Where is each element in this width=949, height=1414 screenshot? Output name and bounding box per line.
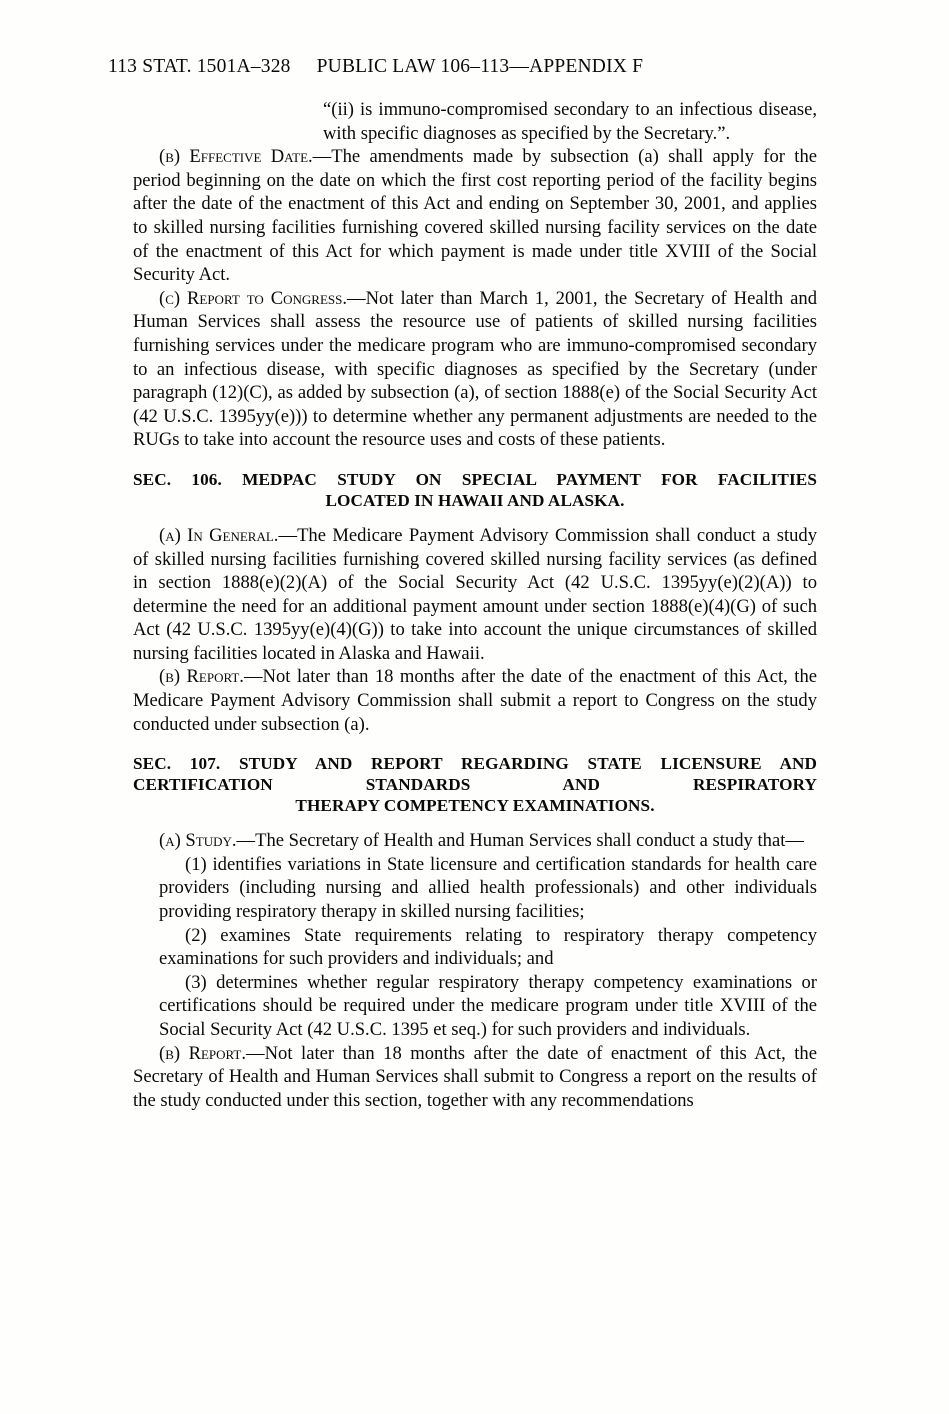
- section-107-heading: [133, 753, 817, 816]
- section-107-a-text: The Secretary of Health and Human Services shall conduct a study that—: [255, 830, 804, 852]
- section-106-b-label: (b) Report.—: [159, 666, 263, 688]
- section-107-b-label: (b) Report.—: [159, 1042, 265, 1064]
- paragraph-c-report-to-congress: [133, 287, 817, 452]
- section-107-heading-line-1: SEC. 107. STUDY AND REPORT REGARDING STATE LICENSURE AND: [133, 754, 817, 774]
- section-106-heading-line-1: SEC. 106. MEDPAC STUDY ON SPECIAL PAYMENT FOR FACILITIES: [133, 469, 817, 489]
- section-107-b-text: Not later than 18 months after the date of enactment of this Act, the Secretary of Health and Human Services shall submit to Congress a report on the results of the study conducted under this section, together with any recommendations: [133, 1042, 817, 1111]
- header-title: PUBLIC LAW 106–113—APPENDIX F: [316, 56, 644, 77]
- paragraph-b-label: (b) Effective Date.—: [159, 146, 332, 168]
- page-header: [108, 56, 848, 78]
- section-106-a-text: The Medicare Payment Advisory Commission shall conduct a study of skilled nursing facilities furnishing covered skilled nursing facility services (as defined in section 1888(e)(2)(A) of the Social Security Act (42 U.S.C. 1395yy(e)(2)(A)) to determine the need for an additional payment amount under section 1888(e)(4)(G) of such Act (42 U.S.C. 1395yy(e)(4)(G)) to take into account the unique circumstances of skilled nursing facilities located in Alaska and Hawaii.: [133, 524, 818, 664]
- section-107-subsection-a: [133, 829, 817, 853]
- section-107-item-2-text: (2) examines State requirements relating to respiratory therapy competency examinations for such providers and individuals; and: [159, 924, 817, 970]
- section-107-subsection-b: [133, 1042, 817, 1113]
- paragraph-b-text: The amendments made by subsection (a) shall apply for the period beginning on the date on which the first cost reporting period of the facility begins after the date of the enactment of this Act and ending on September 30, 2001, and applies to skilled nursing facilities furnishing covered skilled nursing facility services on the date of the enactment of this Act for which payment is made under title XVIII of the Social Security Act.: [133, 146, 817, 286]
- paragraph-b-effective-date: [133, 145, 817, 287]
- header-statute-citation: 113 STAT. 1501A–328: [108, 56, 291, 77]
- paragraph-c-label: (c) Report to Congress.—: [159, 287, 366, 309]
- section-107-item-1: [159, 853, 817, 924]
- section-107-item-1-text: (1) identifies variations in State licensure and certification standards for health care providers (including nursing and allied health professionals) and other individuals providing respiratory therapy in skilled nursing facilities;: [159, 853, 817, 923]
- quoted-clause-ii: “(ii) is immuno-compromised secondary to an infectious disease, with specific diagnoses as specified by the Secretary.”.: [323, 99, 817, 144]
- section-106-heading: [133, 469, 817, 511]
- section-106-subsection-b: [133, 665, 817, 736]
- document-body: [133, 98, 817, 1112]
- section-107-item-3-text: (3) determines whether regular respiratory therapy competency examinations or certifications should be required under the medicare program under title XVIII of the Social Security Act (42 U.S.C. 1395 et seq.) for such providers and individuals.: [159, 971, 817, 1040]
- section-107-item-2: [159, 924, 817, 971]
- section-106-subsection-a: [133, 524, 817, 666]
- paragraph-c-text: Not later than March 1, 2001, the Secretary of Health and Human Services shall assess the resource use of patients of skilled nursing facilities furnishing services under the medicare program who are immuno-compromised secondary to an infectious disease, with specific diagnoses as specified by the Secretary (under paragraph (12)(C), as added by subsection (a), of section 1888(e) of the Social Security Act (42 U.S.C. 1395yy(e))) to determine whether any permanent adjustments are needed to the RUGs to take into account the resource uses and costs of these patients.: [133, 287, 817, 451]
- section-107-heading-line-2: CERTIFICATION STANDARDS AND RESPIRATORY: [133, 775, 817, 795]
- section-107-a-label: (a) Study.—: [159, 830, 256, 852]
- section-106-a-label: (a) In General.—: [159, 524, 298, 546]
- section-107-heading-line-3: THERAPY COMPETENCY EXAMINATIONS.: [295, 796, 655, 816]
- section-106-heading-line-2: LOCATED IN HAWAII AND ALASKA.: [325, 490, 625, 510]
- section-106-b-text: Not later than 18 months after the date of the enactment of this Act, the Medicare Payment Advisory Commission shall submit a report to Congress on the study conducted under subsection (a).: [133, 666, 817, 735]
- section-107-item-3: [159, 971, 817, 1042]
